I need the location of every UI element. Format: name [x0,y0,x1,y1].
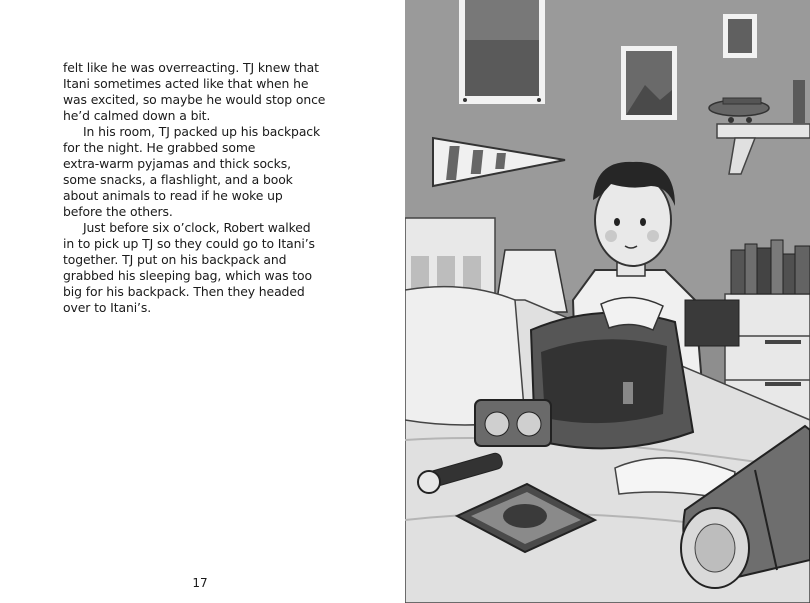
text-line: about animals to read if he woke up [63,188,283,203]
text-line: extra-warm pyjamas and thick socks, [63,156,291,171]
text-line: In his room, TJ packed up his backpack [83,124,321,139]
small-picture [723,14,757,58]
text-line: over to Itani’s. [63,300,152,315]
page-number: 17 [192,576,208,590]
text-line: grabbed his sleeping bag, which was too [63,268,312,283]
headboard [405,218,495,298]
radio [475,400,551,446]
text-line: big for his backpack. Then they headed [63,284,305,299]
text-line: felt like he was overreacting. TJ knew that [63,60,319,75]
bedroom-illustration [405,0,810,603]
text-line: some snacks, a flashlight, and a book [63,172,293,187]
text-line: for the night. He grabbed some [63,140,256,155]
wall-picture [459,0,545,104]
text-line: Just before six o’clock, Robert walked [83,220,311,235]
mountain-picture [621,46,677,120]
text-line: together. TJ put on his backpack and [63,252,287,267]
text-line: he’d calmed down a bit. [63,108,211,123]
illustration [405,0,810,603]
text-line: in to pick up TJ so they could go to Itani’s [63,236,315,251]
story-text [63,60,363,316]
text-line: was excited, so maybe he would stop once [63,92,326,107]
text-line: before the others. [63,204,173,219]
text-line: Itani sometimes acted like that when he [63,76,309,91]
